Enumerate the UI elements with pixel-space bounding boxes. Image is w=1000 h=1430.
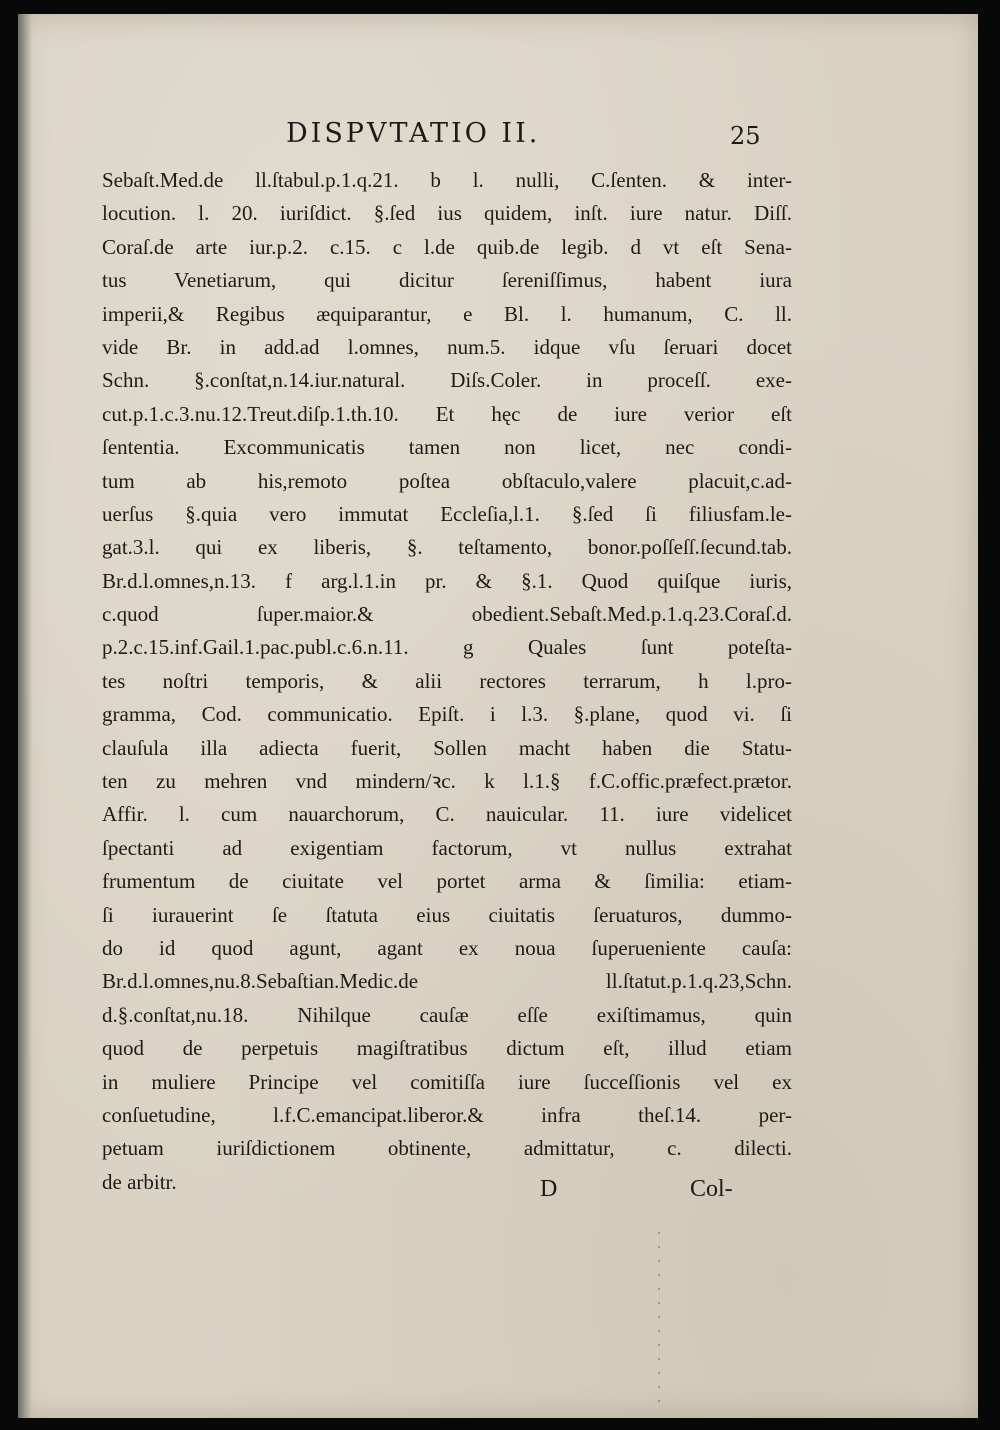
text-line: petuam iuriſdictionem obtinente, admittatur, c. dilecti. bbox=[102, 1136, 792, 1161]
text-line: uerſus §.quia vero immutat Eccleſia,l.1. §.ſed ſi filiusfam.le- bbox=[102, 501, 792, 526]
text-line: quod de perpetuis magiſtratibus dictum eſt, illud etiam bbox=[102, 1036, 792, 1061]
text-line: cut.p.1.c.3.nu.12.Treut.diſp.1.th.10. Et hęc de iure verior eſt bbox=[102, 401, 792, 426]
text-line: tes noſtri temporis, & alii rectores terrarum, h l.pro- bbox=[102, 668, 792, 693]
book-page bbox=[18, 14, 978, 1418]
text-line: tum ab his,remoto poſtea obſtaculo,valere placuit,c.ad- bbox=[102, 468, 792, 493]
text-line: gramma, Cod. communicatio. Epiſt. i l.3. §.plane, quod vi. ſi bbox=[102, 702, 792, 727]
text-line: in muliere Principe vel comitiſſa iure ſucceſſionis vel ex bbox=[102, 1069, 792, 1094]
text-line: conſuetudine, l.f.C.emancipat.liberor.& infra theſ.14. per- bbox=[102, 1102, 792, 1127]
text-line: vide Br. in add.ad l.omnes, num.5. idque vſu ſeruari docet bbox=[102, 334, 792, 359]
text-block bbox=[102, 164, 792, 1199]
text-line: do id quod agunt, agant ex noua ſuperueniente cauſa: bbox=[102, 935, 792, 960]
text-line: ſpectanti ad exigentiam factorum, vt nullus extrahat bbox=[102, 835, 792, 860]
text-line: Schn. §.conſtat,n.14.iur.natural. Diſs.Coler. in proceſſ. exe- bbox=[102, 368, 792, 393]
text-line: gat.3.l. qui ex liberis, §. teſtamento, bonor.poſſeſſ.ſecund.tab. bbox=[102, 535, 792, 560]
text-line: ten zu mehren vnd mindern/ꝛc. k l.1.§ f.C.offic.præfect.prætor. bbox=[102, 769, 792, 794]
text-line: Br.d.l.omnes,nu.8.Sebaſtian.Medic.de ll.ſtatut.p.1.q.23,Schn. bbox=[102, 969, 792, 994]
running-title: DISPVTATIO II. bbox=[286, 118, 541, 149]
text-line: Sebaſt.Med.de ll.ſtabul.p.1.q.21. b l. nulli, C.ſenten. & inter- bbox=[102, 168, 792, 192]
text-line: ſi iurauerint ſe ſtatuta eius ciuitatis ſeruaturos, dummo- bbox=[102, 902, 792, 927]
text-line: de arbitr. bbox=[102, 1169, 177, 1194]
text-line: Coraſ.de arte iur.p.2. c.15. c l.de quib.de legib. d vt eſt Sena- bbox=[102, 234, 792, 259]
page-number: 25 bbox=[730, 122, 761, 150]
text-line: Br.d.l.omnes,n.13. f arg.l.1.in pr. & §.1. Quod quiſque iuris, bbox=[102, 568, 792, 593]
signature-mark: D bbox=[540, 1176, 558, 1202]
page-footer bbox=[18, 1176, 978, 1212]
text-line: locution. l. 20. iuriſdict. §.ſed ius quidem, inſt. iure natur. Diſſ. bbox=[102, 201, 792, 226]
text-line: frumentum de ciuitate vel portet arma & ſimilia: etiam- bbox=[102, 869, 792, 894]
text-line: p.2.c.15.inf.Gail.1.pac.publ.c.6.n.11. g Quales ſunt poteſta- bbox=[102, 635, 792, 660]
bleed-through-marks bbox=[658, 1232, 660, 1412]
text-line: imperii,& Regibus æquiparantur, e Bl. l. humanum, C. ll. bbox=[102, 301, 792, 326]
text-line: d.§.conſtat,nu.18. Nihilque cauſæ eſſe exiſtimamus, quin bbox=[102, 1002, 792, 1027]
text-line: ſententia. Excommunicatis tamen non licet, nec condi- bbox=[102, 435, 792, 460]
text-line: clauſula illa adiecta fuerit, Sollen macht haben die Statu- bbox=[102, 735, 792, 760]
catchword: Col- bbox=[690, 1176, 733, 1202]
page-header bbox=[18, 118, 978, 158]
text-line: c.quod ſuper.maior.& obedient.Sebaſt.Med.p.1.q.23.Coraſ.d. bbox=[102, 602, 792, 627]
text-line: Affir. l. cum nauarchorum, C. nauicular. 11. iure videlicet bbox=[102, 802, 792, 827]
text-line: tus Venetiarum, qui dicitur ſereniſſimus, habent iura bbox=[102, 268, 792, 293]
